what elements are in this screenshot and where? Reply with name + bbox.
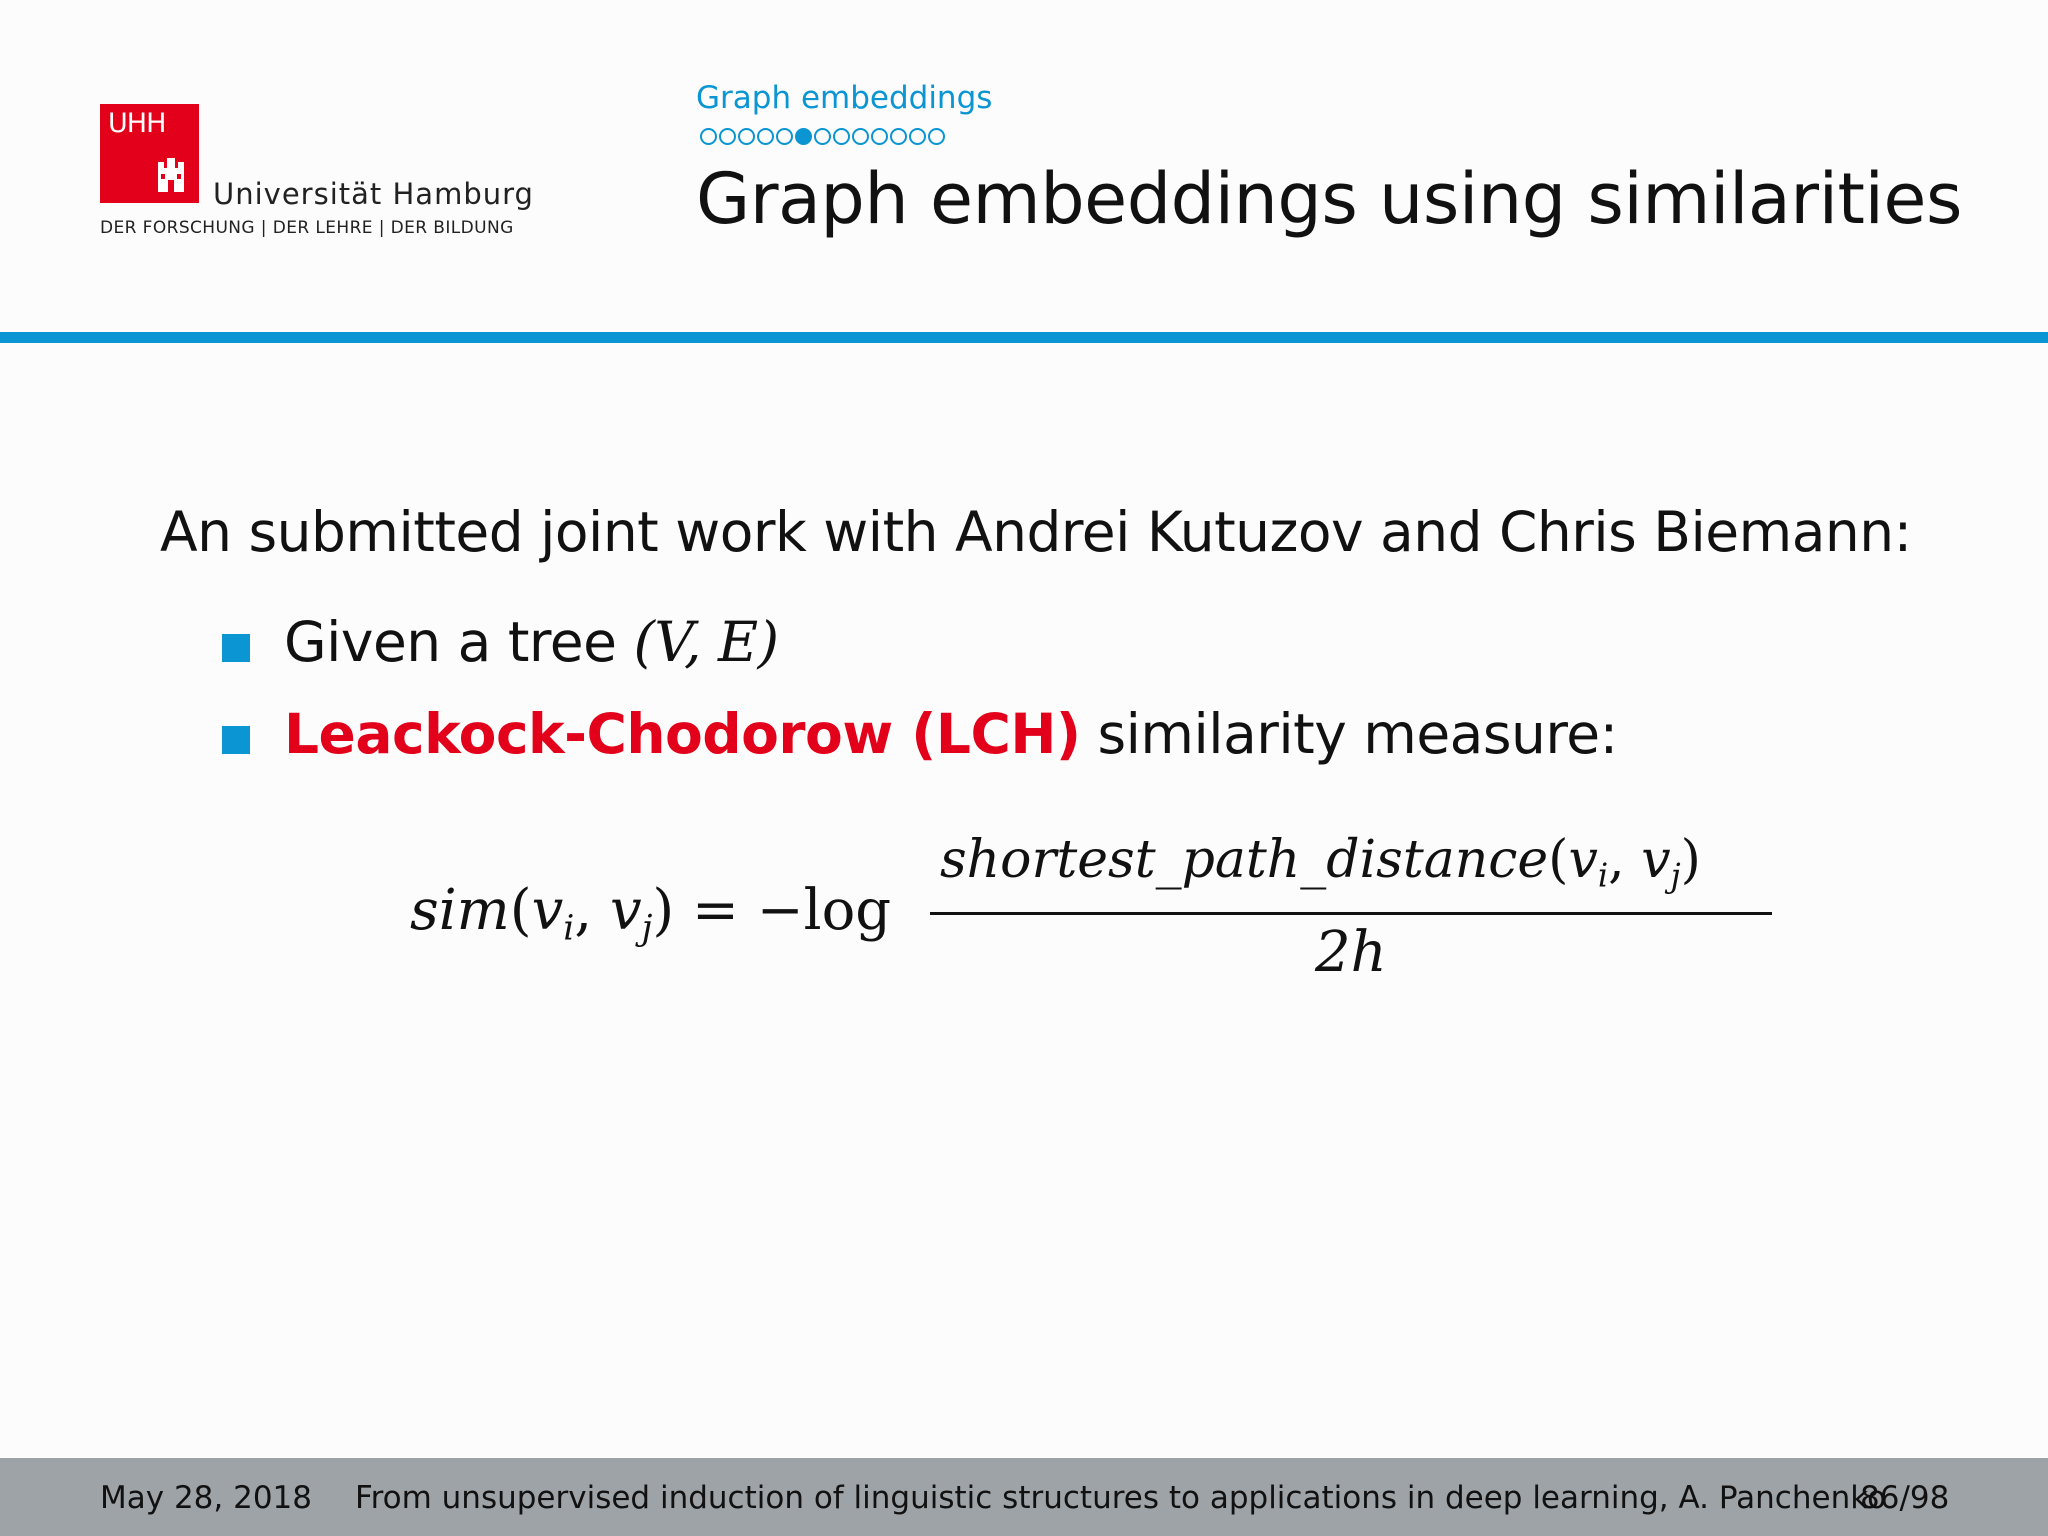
progress-dot[interactable] <box>852 128 869 145</box>
formula-denominator: 2h <box>1315 920 1387 985</box>
progress-dot[interactable] <box>700 128 717 145</box>
intro-text: An submitted joint work with Andrei Kutuzov and Chris Biemann: <box>160 500 1912 564</box>
formula-operator: = −log <box>692 878 892 943</box>
progress-dot-active[interactable] <box>795 128 812 145</box>
bullet-label: Given a tree <box>284 610 617 674</box>
slide-progress-dots <box>700 128 945 145</box>
progress-dot[interactable] <box>776 128 793 145</box>
progress-dot[interactable] <box>738 128 755 145</box>
lch-highlight: Leackock-Chodorow (LCH) <box>284 702 1081 766</box>
slide-header <box>0 0 2048 332</box>
progress-dot[interactable] <box>719 128 736 145</box>
university-tagline: DER FORSCHUNG | DER LEHRE | DER BILDUNG <box>100 218 514 238</box>
lch-formula <box>410 830 1770 1000</box>
bullet-square-icon <box>222 634 250 662</box>
progress-dot[interactable] <box>757 128 774 145</box>
bullet-label: similarity measure: <box>1080 702 1618 766</box>
bullet-item-lch <box>222 702 1922 772</box>
progress-dot[interactable] <box>890 128 907 145</box>
logo-mark: UHH <box>108 108 166 139</box>
progress-dot[interactable] <box>814 128 831 145</box>
header-divider <box>0 332 2048 343</box>
bullet-item-tree <box>222 610 1922 680</box>
formula-numerator: $shortest\_path\_distance(v_i$, $v_j$) <box>940 830 1701 895</box>
footer-page-number: 86/98 <box>1860 1480 1950 1516</box>
university-logo <box>100 104 534 244</box>
logo-red-block <box>100 104 199 203</box>
bullet-text <box>284 610 779 674</box>
bullet-text <box>284 702 1618 766</box>
progress-dot[interactable] <box>909 128 926 145</box>
progress-dot[interactable] <box>833 128 850 145</box>
formula-lhs: $sim(v_i$, $v_j) = -\log$ <box>410 878 892 949</box>
fraction-bar <box>930 912 1772 915</box>
progress-dot[interactable] <box>871 128 888 145</box>
footer-talk-title: From unsupervised induction of linguistic structures to applications in deep learning, A. Panchenko <box>355 1480 1887 1516</box>
slide-title: Graph embeddings using similarities <box>696 158 1962 240</box>
formula-lhs-func: sim <box>410 878 510 943</box>
footer-date: May 28, 2018 <box>100 1480 312 1516</box>
university-name: Universität Hamburg <box>213 177 534 211</box>
castle-icon <box>156 154 186 194</box>
bullet-square-icon <box>222 726 250 754</box>
slide-footer <box>0 1458 2048 1536</box>
section-title: Graph embeddings <box>696 80 993 116</box>
progress-dot[interactable] <box>928 128 945 145</box>
tree-notation: (V, E) <box>633 610 779 674</box>
